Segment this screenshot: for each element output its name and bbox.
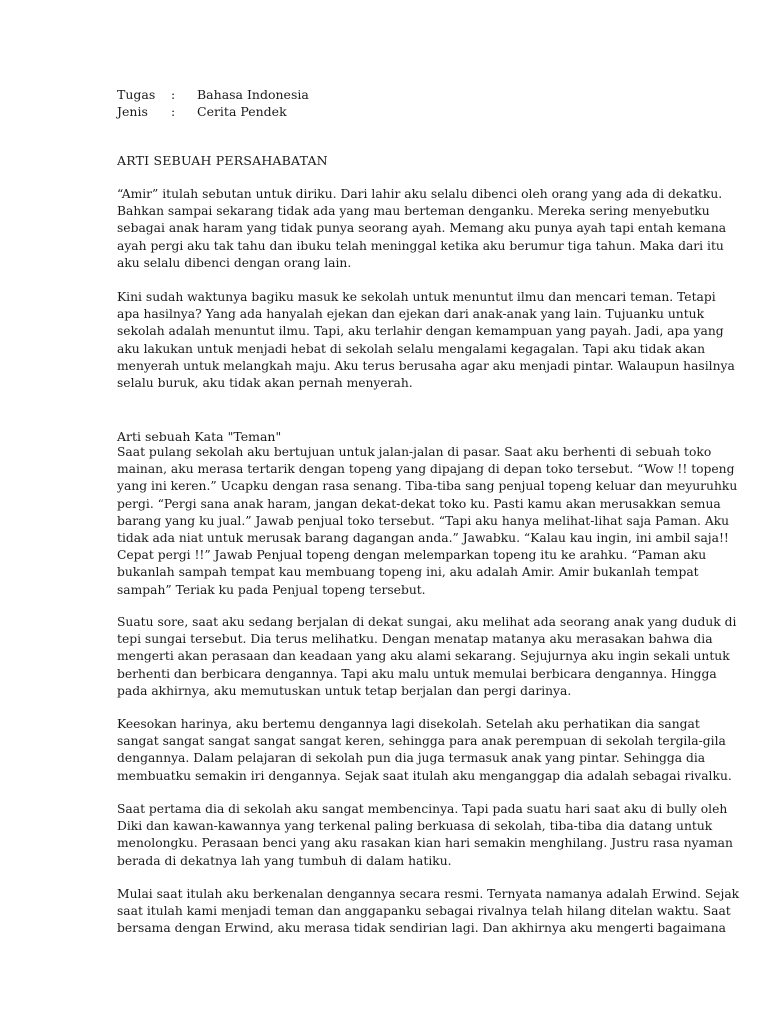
story-title: ARTI SEBUAH PERSAHABATAN bbox=[117, 153, 328, 168]
meta-value: Cerita Pendek bbox=[197, 104, 287, 119]
paragraph-line: dengannya. Dalam pelajaran di sekolah pun dia juga termasuk anak yang pintar. Sehingga dia bbox=[117, 751, 706, 766]
paragraph-line: menyerah untuk melangkah maju. Aku terus berusaha agar aku menjadi pintar. Walaupun hasilnya bbox=[117, 358, 735, 373]
paragraph-7 bbox=[117, 886, 740, 938]
paragraph-line: bukanlah sampah tempat kau membuang topeng ini, aku adalah Amir. Amir bukanlah tempat bbox=[117, 565, 699, 580]
paragraph-line: yang ini keren.” Ucapku dengan rasa senang. Tiba-tiba sang penjual topeng keluar dan meyuruhku bbox=[117, 479, 738, 494]
meta-label: Tugas bbox=[117, 87, 156, 102]
paragraph-line: aku selalu dibenci dengan orang lain. bbox=[117, 255, 352, 270]
paragraph-line: mainan, aku merasa tertarik dengan topeng yang dipajang di depan toko tersebut. “Wow !! topeng bbox=[117, 462, 735, 477]
paragraph-line: aku lakukan untuk menjadi hebat di sekolah selalu mengalami kegagalan. Tapi aku tidak akan bbox=[117, 341, 706, 356]
meta-colon: : bbox=[171, 87, 176, 102]
paragraph-1 bbox=[117, 186, 727, 272]
paragraph-line: selalu buruk, aku tidak akan pernah menyerah. bbox=[117, 375, 413, 390]
paragraph-line: pada akhirnya, aku memutuskan untuk tetap berjalan dan pergi darinya. bbox=[117, 683, 572, 698]
paragraph-line: Diki dan kawan-kawannya yang terkenal paling berkuasa di sekolah, tiba-tiba dia datang untuk bbox=[117, 819, 713, 834]
paragraph-6 bbox=[117, 801, 733, 870]
paragraph-line: mengerti akan perasaan dan keadaan yang aku alami sekarang. Sejujurnya aku ingin sekali untuk bbox=[117, 649, 730, 664]
paragraph-line: saat itulah kami menjadi teman dan anggapanku sebagai rivalnya telah hilang ditelan waktu. Saat bbox=[117, 904, 731, 919]
paragraph-line: sampah” Teriak ku pada Penjual topeng tersebut. bbox=[117, 582, 426, 597]
paragraph-5 bbox=[117, 716, 732, 785]
paragraph-line: Bahkan sampai sekarang tidak ada yang mau berteman denganku. Mereka sering menyebutku bbox=[117, 204, 710, 219]
paragraph-3 bbox=[117, 444, 738, 599]
paragraph-line: ayah pergi aku tak tahu dan ibuku telah meninggal ketika aku berumur tiga tahun. Maka dari itu bbox=[117, 238, 724, 253]
paragraph-line: Suatu sore, saat aku sedang berjalan di dekat sungai, aku melihat ada seorang anak yang duduk di bbox=[117, 615, 737, 629]
paragraph-line: menolongku. Perasaan benci yang aku rasakan kian hari semakin menghilang. Justru rasa nyaman bbox=[117, 836, 733, 851]
section-subheading: Arti sebuah Kata "Teman" bbox=[117, 429, 282, 444]
paragraph-line: berada di dekatnya lah yang tumbuh di dalam hatiku. bbox=[117, 853, 452, 868]
paragraph-line: tidak ada niat untuk merusak barang dagangan anda.” Jawabku. “Kalau kau ingin, ini ambil saja!! bbox=[117, 530, 729, 545]
paragraph-line: tepi sungai tersebut. Dia terus melihatku. Dengan menatap matanya aku merasakan bahwa dia bbox=[117, 632, 713, 647]
paragraph-line: “Amir” itulah sebutan untuk diriku. Dari lahir aku selalu dibenci oleh orang yang ada di dekatku. bbox=[117, 187, 723, 201]
paragraph-line: pergi. “Pergi sana anak haram, jangan dekat-dekat toko ku. Pasti kamu akan merusakkan semua bbox=[117, 496, 721, 511]
paragraph-line: Saat pertama dia di sekolah aku sangat membencinya. Tapi pada suatu hari saat aku di bully oleh bbox=[117, 802, 728, 816]
paragraph-line: barang yang ku jual.” Jawab penjual toko tersebut. “Tapi aku hanya melihat-lihat saja Paman. Aku bbox=[117, 513, 730, 528]
paragraph-line: Keesokan harinya, aku bertemu dengannya lagi disekolah. Setelah aku perhatikan dia sangat bbox=[117, 717, 700, 731]
paragraph-line: bersama dengan Erwind, aku merasa tidak sendirian lagi. Dan akhirnya aku mengerti bagaimana bbox=[117, 921, 727, 936]
paragraph-line: sangat sangat sangat sangat sangat keren, sehingga para anak perempuan di sekolah tergila-gila bbox=[117, 734, 726, 749]
paragraph-line: sebagai anak haram yang tidak punya seorang ayah. Memang aku punya ayah tapi entah kemana bbox=[117, 221, 727, 236]
paragraph-4 bbox=[117, 614, 737, 700]
paragraph-line: Cepat pergi !!” Jawab Penjual topeng dengan melemparkan topeng itu ke arahku. “Paman aku bbox=[117, 548, 707, 563]
paragraph-line: sekolah adalah menuntut ilmu. Tapi, aku terlahir dengan kemampuan yang payah. Jadi, apa yang bbox=[117, 324, 724, 339]
paragraph-line: Mulai saat itulah aku berkenalan dengannya secara resmi. Ternyata namanya adalah Erwind. Sejak bbox=[117, 887, 740, 901]
paragraph-line: berhenti dan berbicara dengannya. Tapi aku malu untuk memulai berbicara dengannya. Hingga bbox=[117, 666, 717, 681]
meta-value: Bahasa Indonesia bbox=[197, 87, 309, 102]
paragraph-line: membuatku semakin iri dengannya. Sejak saat itulah aku menganggap dia adalah sebagai rivalku. bbox=[117, 768, 732, 783]
paragraph-2 bbox=[117, 289, 735, 392]
meta-colon: : bbox=[171, 104, 176, 119]
paragraph-line: Kini sudah waktunya bagiku masuk ke sekolah untuk menuntut ilmu dan mencari teman. Tetapi bbox=[117, 290, 716, 304]
meta-label: Jenis bbox=[117, 104, 148, 119]
paragraph-line: apa hasilnya? Yang ada hanyalah ejekan dan ejekan dari anak-anak yang lain. Tujuanku untuk bbox=[117, 307, 705, 322]
paragraph-line: Saat pulang sekolah aku bertujuan untuk jalan-jalan di pasar. Saat aku berhenti di sebuah toko bbox=[117, 445, 712, 459]
